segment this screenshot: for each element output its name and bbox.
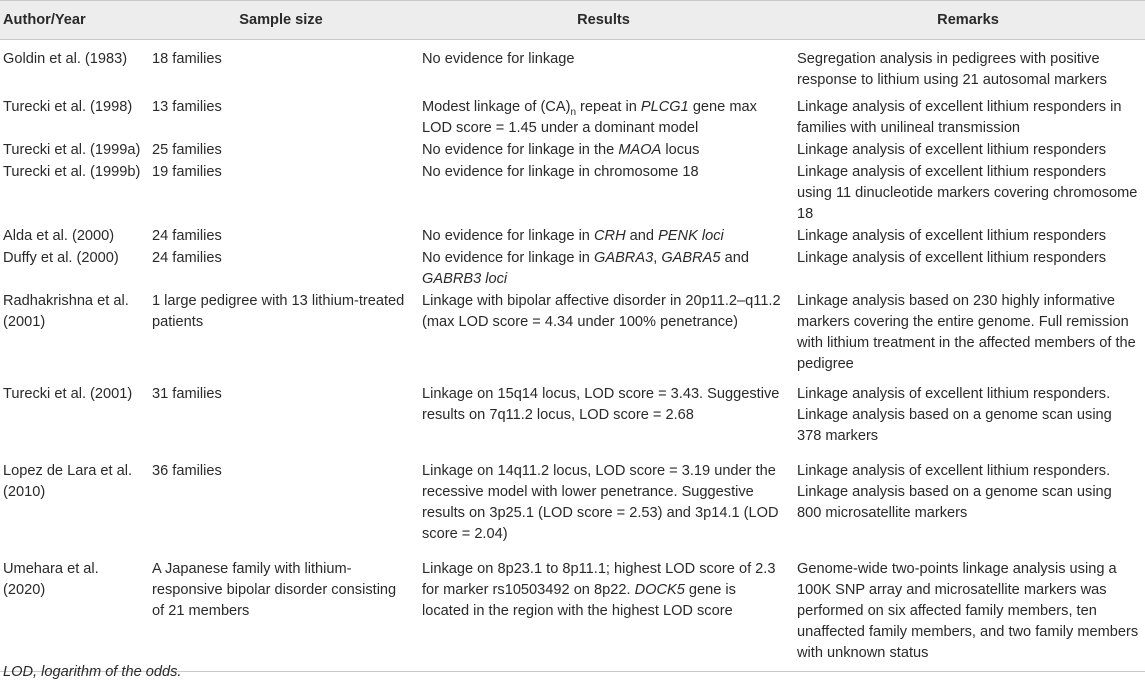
table-row [0, 247, 1145, 290]
cell-results: No evidence for linkage in CRH and PENK loci [422, 228, 724, 244]
table-row [0, 40, 1145, 97]
cell-results: Linkage on 8p23.1 to 8p11.1; highest LOD score of 2.3 for marker rs10503492 on 8p22. DOCK5 gene is located in the region with the highest LOD score [416, 550, 791, 672]
cell-author: Turecki et al. (1999b) [3, 164, 141, 180]
cell-sample: 31 families [152, 386, 222, 402]
table-row [0, 550, 1145, 672]
cell-author: Duffy et al. (2000) [3, 250, 119, 266]
header-results: Results [416, 1, 791, 40]
cell-sample: 36 families [152, 463, 222, 479]
cell-results: No evidence for linkage in GABRA3, GABRA5 and GABRB3 loci [422, 250, 749, 287]
cell-author: Radhakrishna et al. (2001) [3, 293, 129, 330]
cell-sample: 13 families [152, 99, 222, 115]
cell-remarks: Linkage analysis of excellent lithium responders [797, 228, 1107, 244]
cell-author: Turecki et al. (2001) [3, 386, 133, 402]
cell-author: Umehara et al. (2020) [0, 550, 146, 672]
cell-remarks: Segregation analysis in pedigrees with positive response to lithium using 21 autosomal markers [797, 51, 1107, 88]
cell-results: Linkage on 14q11.2 locus, LOD score = 3.19 under the recessive model with lower penetrance. Suggestive results on 3p25.1 (LOD score = 2.53) and 3p14.1 (LOD score = 2.04) [422, 463, 779, 542]
cell-remarks: Linkage analysis of excellent lithium responders [797, 142, 1107, 158]
cell-sample: 19 families [152, 164, 222, 180]
cell-author: Goldin et al. (1983) [3, 51, 128, 67]
table-row [0, 452, 1145, 550]
header-remarks: Remarks [791, 1, 1145, 40]
table-footnote: LOD, logarithm of the odds. [3, 664, 182, 680]
header-author-year: Author/Year [0, 1, 146, 40]
cell-sample: 25 families [152, 142, 222, 158]
table-row [0, 96, 1145, 139]
cell-sample: 18 families [152, 51, 222, 67]
cell-remarks: Genome-wide two-points linkage analysis using a 100K SNP array and microsatellite markers was performed on six affected family members, ten unaffected family members, and two family members with unknown status [791, 550, 1145, 672]
table-row [0, 161, 1145, 225]
cell-author: Lopez de Lara et al. (2010) [3, 463, 133, 500]
cell-author: Turecki et al. (1998) [3, 99, 133, 115]
cell-sample: 1 large pedigree with 13 lithium-treated patients [152, 293, 405, 330]
cell-sample: 24 families [152, 228, 222, 244]
table-row [0, 290, 1145, 375]
cell-results: No evidence for linkage [422, 51, 575, 67]
cell-remarks: Linkage analysis of excellent lithium responders. Linkage analysis based on a genome scan using 378 markers [797, 386, 1112, 444]
cell-remarks: Linkage analysis of excellent lithium responders in families with unilineal transmission [797, 99, 1122, 136]
table-row [0, 375, 1145, 452]
header-row [0, 1, 1145, 40]
cell-remarks: Linkage analysis of excellent lithium responders. Linkage analysis based on a genome scan using 800 microsatellite markers [797, 463, 1112, 521]
cell-results: No evidence for linkage in chromosome 18 [422, 164, 699, 180]
cell-sample: 24 families [152, 250, 222, 266]
cell-remarks: Linkage analysis of excellent lithium responders using 11 dinucleotide markers covering chromosome 18 [797, 164, 1138, 222]
cell-results: Linkage on 15q14 locus, LOD score = 3.43. Suggestive results on 7q11.2 locus, LOD score = 2.68 [422, 386, 780, 423]
cell-remarks: Linkage analysis based on 230 highly informative markers covering the entire genome. Full remission with lithium treatment in the affected members of the pedigree [797, 293, 1136, 372]
cell-author: Alda et al. (2000) [3, 228, 115, 244]
cell-remarks: Linkage analysis of excellent lithium responders [797, 250, 1107, 266]
table-row [0, 139, 1145, 161]
cell-author: Turecki et al. (1999a) [3, 142, 141, 158]
cell-results: Modest linkage of $(CA)_n$ repeat in PLCG1 gene max LOD score = 1.45 under a dominant model [422, 99, 757, 136]
cell-sample: A Japanese family with lithium-responsive bipolar disorder consisting of 21 members [146, 550, 416, 672]
header-sample-size: Sample size [146, 1, 416, 40]
table-row [0, 225, 1145, 247]
cell-results: Linkage with bipolar affective disorder in 20p11.2–q11.2 (max LOD score = 4.34 under 100% penetrance) [422, 293, 781, 330]
cell-results: No evidence for linkage in the MAOA locus [422, 142, 700, 158]
